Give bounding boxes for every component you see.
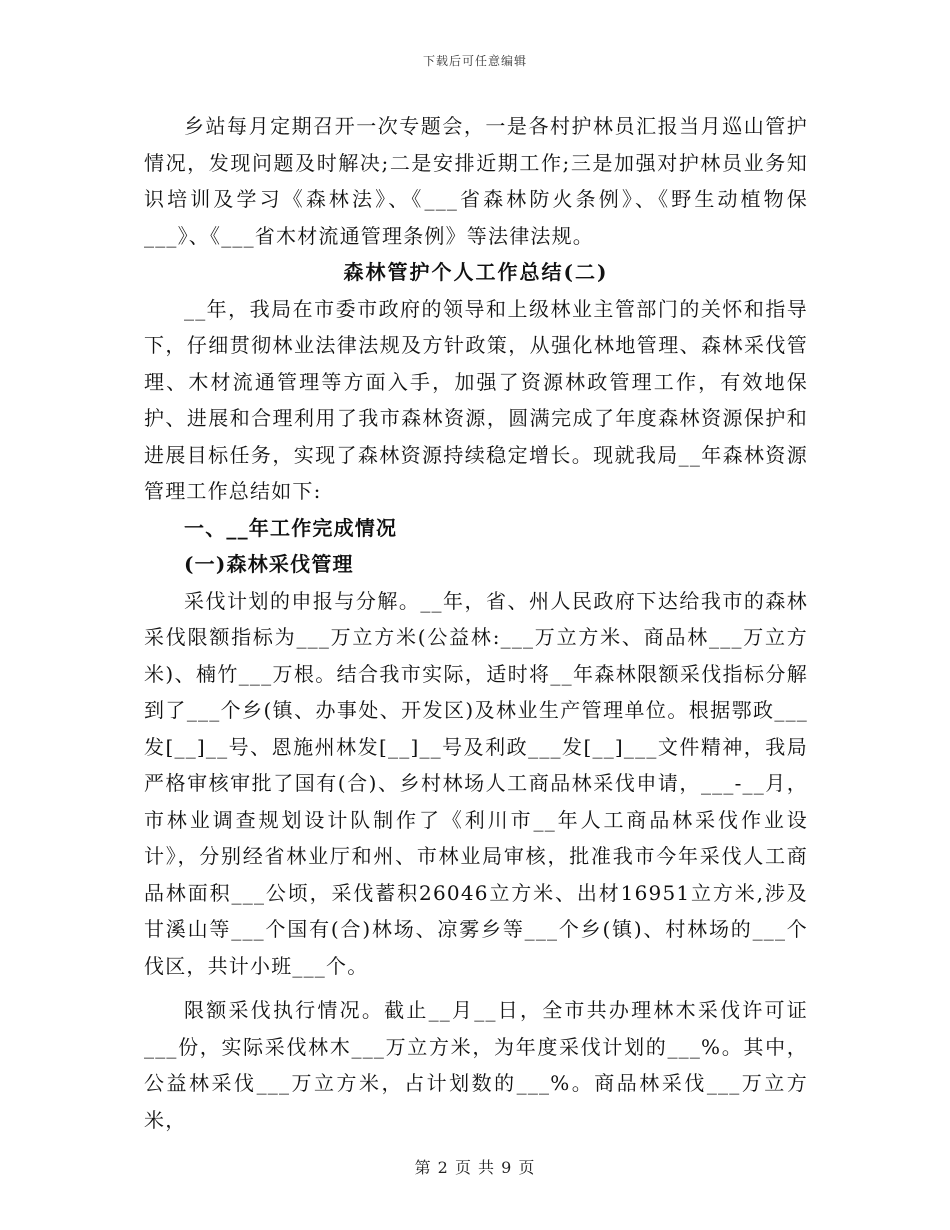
section-heading: 一、__年工作完成情况 xyxy=(184,515,398,540)
paragraph-meeting: 乡站每月定期召开一次专题会，一是各村护林员汇报当月巡山管护情况，发现问题及时解决;二是安排近期工作;三是加强对护林员业务知识培训及学习《森林法》、《___省森林防火条例》、《野生动植物保___》、《___省木材流通管理条例》等法律法规。 xyxy=(144,114,808,248)
page-number: 第 2 页 共 9 页 xyxy=(414,1158,536,1177)
subsection-heading: (一)森林采伐管理 xyxy=(184,552,354,576)
page-header: 下载后可任意编辑 xyxy=(422,54,527,68)
document-body xyxy=(144,108,808,1138)
paragraph-intro: __年，我局在市委市政府的领导和上级林业主管部门的关怀和指导下，仔细贯彻林业法律法规及方针政策，从强化林地管理、森林采伐管理、木材流通管理等方面入手，加强了资源林政管理工作，有效地保护、进展和合理利用了我市森林资源，圆满完成了年度森林资源保护和进展目标任务，实现了森林资源持续稳定增长。现就我局__年森林资源管理工作总结如下: xyxy=(144,296,808,503)
document-title: 森林管护个人工作总结(二) xyxy=(343,260,609,284)
paragraph-harvest-plan: 采伐计划的申报与分解。__年，省、州人民政府下达给我市的森林采伐限额指标为___万立方米(公益林:___万立方米、商品林___万立方米)、楠竹___万根。结合我市实际，适时将__年森林限额采伐指标分解到了___个乡(镇、办事处、开发区)及林业生产管理单位。根据鄂政___发[__]__号、恩施州林发[__]__号及利政___发[__]___文件精神，我局严格审核审批了国有(合)、乡村林场人工商品林采伐申请，___-__月，市林业调查规划设计队制作了《利川市__年人工商品林采伐作业设计》，分别经省林业厅和州、市林业局审核，批准我市今年采伐人工商品林面积___公顷，采伐蓄积26046立方米、出材16951立方米,涉及甘溪山等___个国有(合)林场、凉雾乡等___个乡(镇)、村林场的___个伐区，共计小班___个。 xyxy=(144,588,808,978)
paragraph-harvest-execution: 限额采伐执行情况。截止__月__日，全市共办理林木采伐许可证___份，实际采伐林木___万立方米，为年度采伐计划的___%。其中，公益林采伐___万立方米，占计划数的___%。商品林采伐___万立方米， xyxy=(144,998,808,1132)
